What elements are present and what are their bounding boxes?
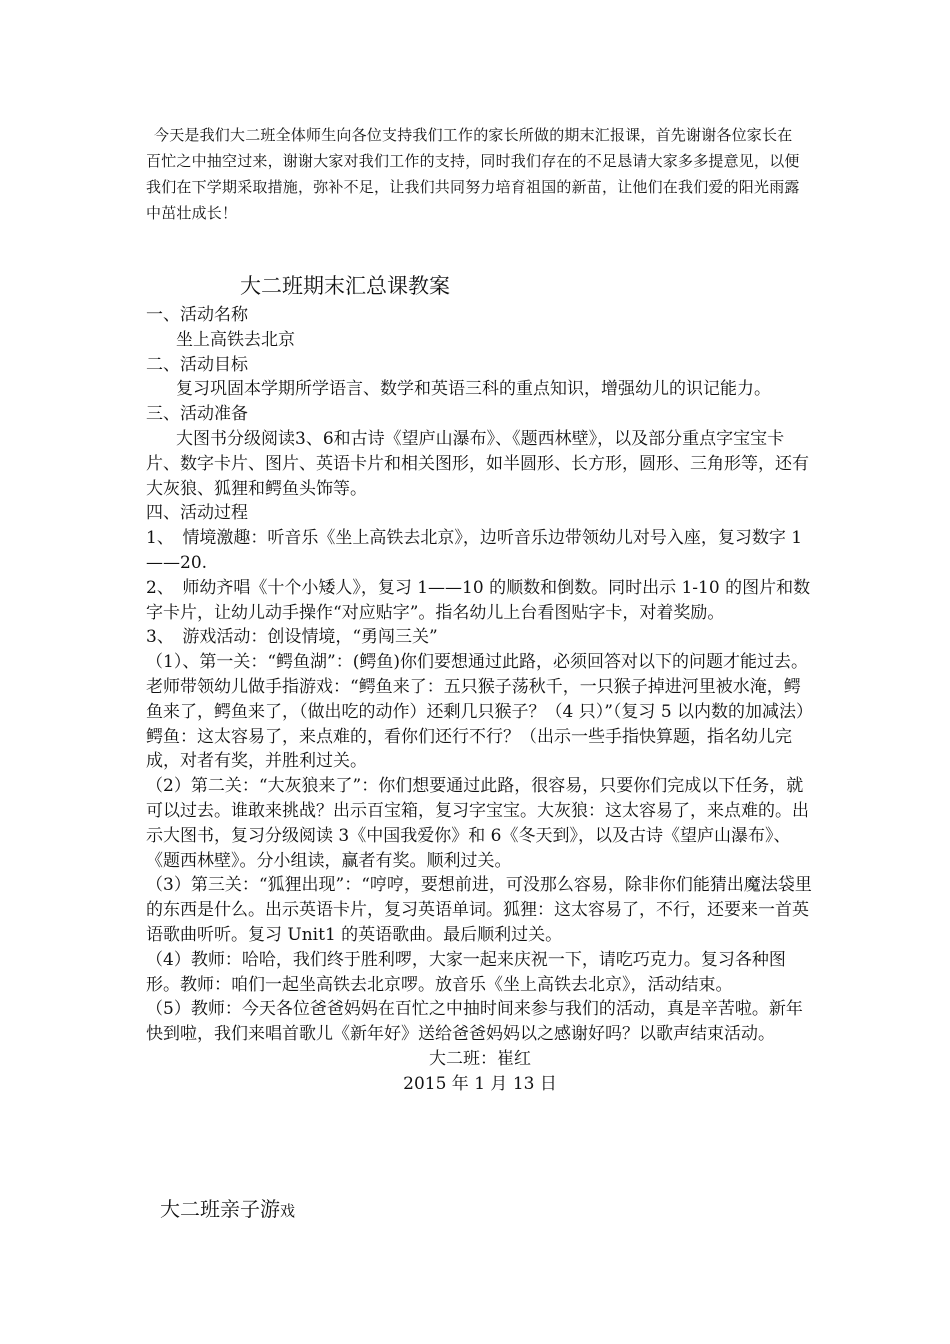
footer-heading-small: 戏 xyxy=(280,1202,296,1220)
date: 2015 年 1 月 13 日 xyxy=(403,1073,557,1094)
signature: 大二班：崔红 xyxy=(429,1048,531,1069)
section-content: 复习巩固本学期所学语言、数学和英语三科的重点知识，增强幼儿的识记能力。 xyxy=(176,379,771,400)
process-step: （3）第三关：“狐狸出现”：“哼哼，要想前进，可没那么容易，除非你们能猜出魔法袋里的东西是什么。出示英语卡片，复习英语单词。狐狸：这太容易了，不行，还要来一首英语歌曲听听。复习 Unit1 的英语歌曲。最后顺利过关。 xyxy=(146,875,812,945)
footer-heading-main: 大二班亲子游 xyxy=(160,1197,280,1221)
intro-paragraph xyxy=(146,122,806,226)
lesson-plan xyxy=(146,271,814,1097)
page-title: 大二班期末汇总课教案 xyxy=(240,274,450,298)
section-content: 坐上高铁去北京 xyxy=(176,329,295,350)
process-step: （1）、第一关：“鳄鱼湖”：(鳄鱼)你们要想通过此路，必须回答对以下的问题才能过去。老师带领幼儿做手指游戏：“鳄鱼来了：五只猴子荡秋千，一只猴子掉进河里被水淹，鳄鱼来了，鳄鱼来了，（做出吃的动作）还剩几只猴子？（4 只）”（复习 5 以内数的加减法）鳄鱼：这太容易了，来点难的，看你们还行不行？（出示一些手指快算题，指名幼儿完成，对者有奖，并胜利过关。 xyxy=(146,652,814,772)
section-content: 大图书分级阅读3、6和古诗《望庐山瀑布》、《题西林壁》，以及部分重点字宝宝卡片、数字卡片、图片、英语卡片和相关图形，如半圆形、长方形，圆形、三角形等，还有大灰狼、狐狸和鳄鱼头饰等。 xyxy=(146,428,809,499)
section-heading: 一、活动名称 xyxy=(146,305,248,325)
section-heading: 二、活动目标 xyxy=(146,354,248,375)
process-step: （4）教师：哈哈，我们终于胜利啰，大家一起来庆祝一下，请吃巧克力。复习各种图形。教师：咱们一起坐高铁去北京啰。放音乐《坐上高铁去北京》，活动结束。 xyxy=(146,949,786,995)
section-heading: 三、活动准备 xyxy=(146,404,248,425)
process-step: （5）教师：今天各位爸爸妈妈在百忙之中抽时间来参与我们的活动，真是辛苦啦。新年快到啦，我们来唱首歌儿《新年好》送给爸爸妈妈以之感谢好吗？以歌声结束活动。 xyxy=(146,999,803,1045)
process-step: 3、 游戏活动：创设情境，“勇闯三关” xyxy=(146,627,438,648)
process-step: 1、 情境激趣：听音乐《坐上高铁去北京》，边听音乐边带领幼儿对号入座，复习数字 1——20. xyxy=(146,528,803,573)
intro-text: 今天是我们大二班全体师生向各位支持我们工作的家长所做的期末汇报课，首先谢谢各位家长在百忙之中抽空过来，谢谢大家对我们工作的支持，同时我们存在的不足恳请大家多多提意见，以便我们在下学期采取措施，弥补不足，让我们共同努力培育祖国的新苗，让他们在我们爱的阳光雨露中茁壮成长！ xyxy=(146,126,800,222)
process-step: （2）第二关：“大灰狼来了”：你们想要通过此路，很容易，只要你们完成以下任务，就可以过去。谁敢来挑战？出示百宝箱，复习字宝宝。大灰狼：这太容易了，来点难的。出示大图书，复习分级阅读 3《中国我爱你》和 6《冬天到》，以及古诗《望庐山瀑布》、《题西林壁》。分小组读，赢者有奖。顺利过关。 xyxy=(146,776,809,871)
process-step: 2、 师幼齐唱《十个小矮人》，复习 1——10 的顺数和倒数。同时出示 1-10 的图片和数字卡片，让幼儿动手操作“对应贴字”。指名幼儿上台看图贴字卡，对着奖励。 xyxy=(146,577,811,623)
section-heading: 四、活动过程 xyxy=(146,503,248,524)
next-section-heading xyxy=(160,1193,295,1222)
